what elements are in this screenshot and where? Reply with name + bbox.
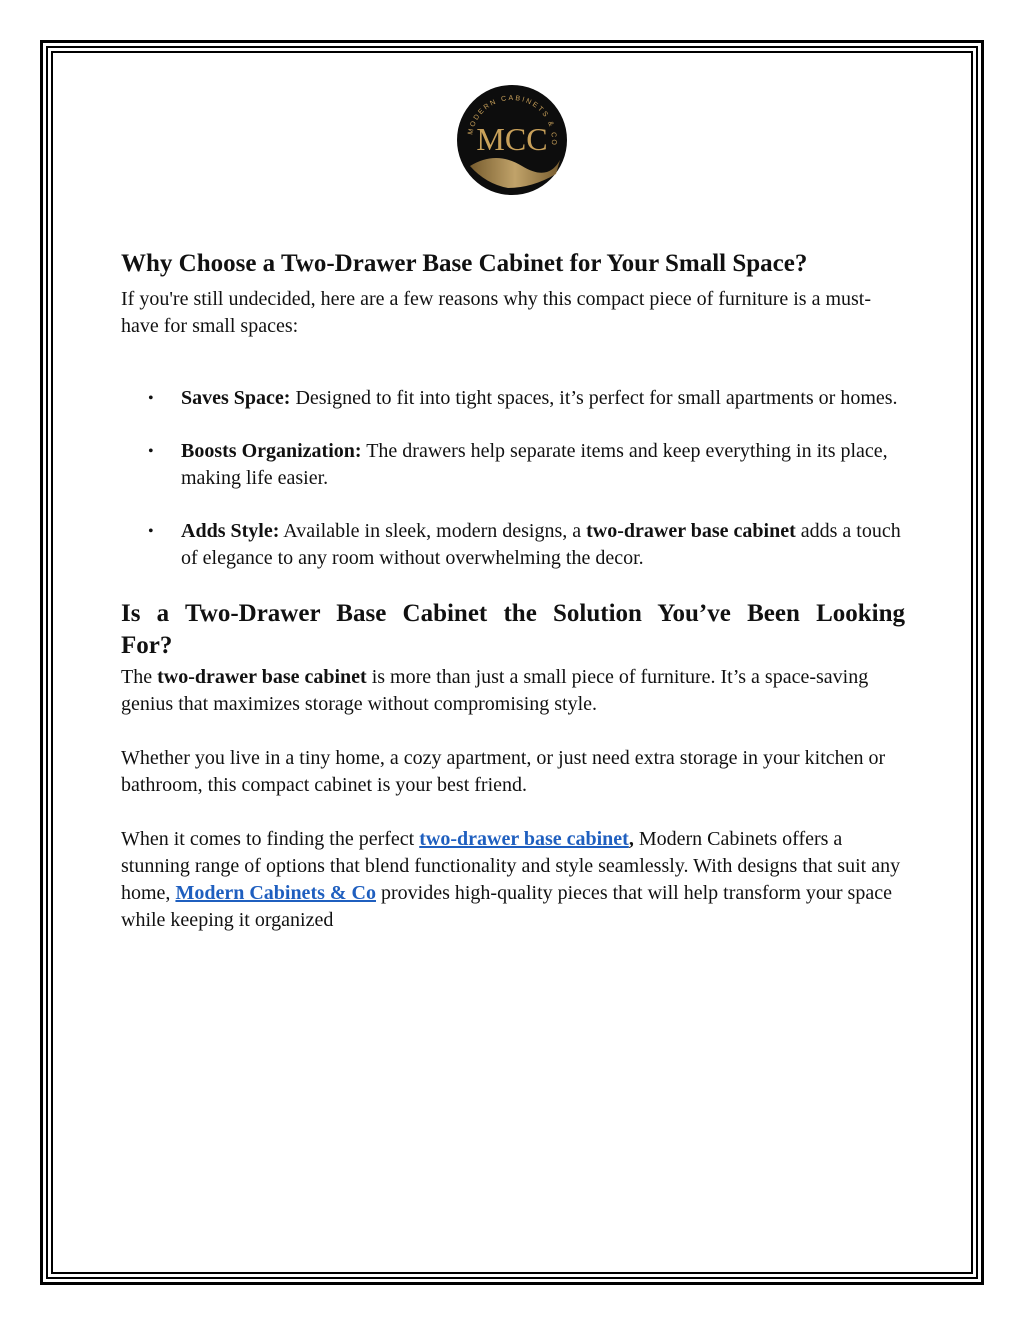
paragraph-whether-you-live: Whether you live in a tiny home, a cozy apartment, or just need extra storage in your kitchen or bathroom, this compact cabinet is your best friend. xyxy=(121,747,886,796)
text-run: is more than just a small piece of furniture. It’s a space-saving genius that maximizes storage without compromising style. xyxy=(121,666,869,715)
text-run: The xyxy=(121,666,158,688)
bullet-text: Available in sleek, modern designs, a xyxy=(279,520,587,542)
bullet-icon: • xyxy=(148,443,154,460)
text-run: Modern Cabinets offers a stunning range of options that blend functionality and style seamlessly. With designs that suit any home, xyxy=(121,828,901,904)
mcc-logo xyxy=(456,84,568,196)
logo-monogram: MCC xyxy=(476,121,548,157)
intro-paragraph: If you're still undecided, here are a few reasons why this compact piece of furniture is a must-have for small spaces: xyxy=(121,288,871,337)
section-heading-solution xyxy=(121,598,905,662)
bold-keyword: two-drawer base cabinet xyxy=(157,666,367,688)
list-item xyxy=(148,518,905,572)
paragraph-finding-perfect xyxy=(121,826,905,934)
reasons-list xyxy=(121,385,905,572)
logo-ring-text: MODERN CABINETS & CO xyxy=(467,94,558,148)
section-heading-solution-line2: For? xyxy=(121,632,173,659)
bullet-icon: • xyxy=(148,390,154,407)
bullet-text: adds a touch of elegance to any room without overwhelming the decor. xyxy=(181,520,901,569)
bullet-title: Saves Space: xyxy=(181,387,291,409)
bullet-text: Designed to fit into tight spaces, it’s perfect for small apartments or homes. xyxy=(290,387,898,409)
list-item xyxy=(148,385,905,412)
text-run: , xyxy=(628,828,634,850)
bullet-bold-keyword: two-drawer base cabinet xyxy=(586,520,796,542)
text-run: When it comes to finding the perfect xyxy=(121,828,420,850)
list-item xyxy=(148,438,905,492)
text-run: provides high-quality pieces that will help transform your space while keeping it organized xyxy=(121,882,892,931)
link-two-drawer-base-cabinet[interactable]: two-drawer base cabinet xyxy=(419,828,629,850)
bullet-icon: • xyxy=(148,523,154,540)
bullet-text: The drawers help separate items and keep everything in its place, making life easier. xyxy=(181,440,888,489)
bullet-title: Adds Style: xyxy=(181,520,280,542)
link-modern-cabinets-co[interactable]: Modern Cabinets & Co xyxy=(175,882,376,904)
section-heading-why-choose: Why Choose a Two-Drawer Base Cabinet for Your Small Space? xyxy=(121,250,808,277)
section-heading-solution-line1: Is a Two-Drawer Base Cabinet the Solution You’ve Been Looking xyxy=(121,600,905,627)
bullet-title: Boosts Organization: xyxy=(181,440,362,462)
paragraph-more-than-furniture xyxy=(121,664,905,718)
document-body xyxy=(121,248,905,934)
